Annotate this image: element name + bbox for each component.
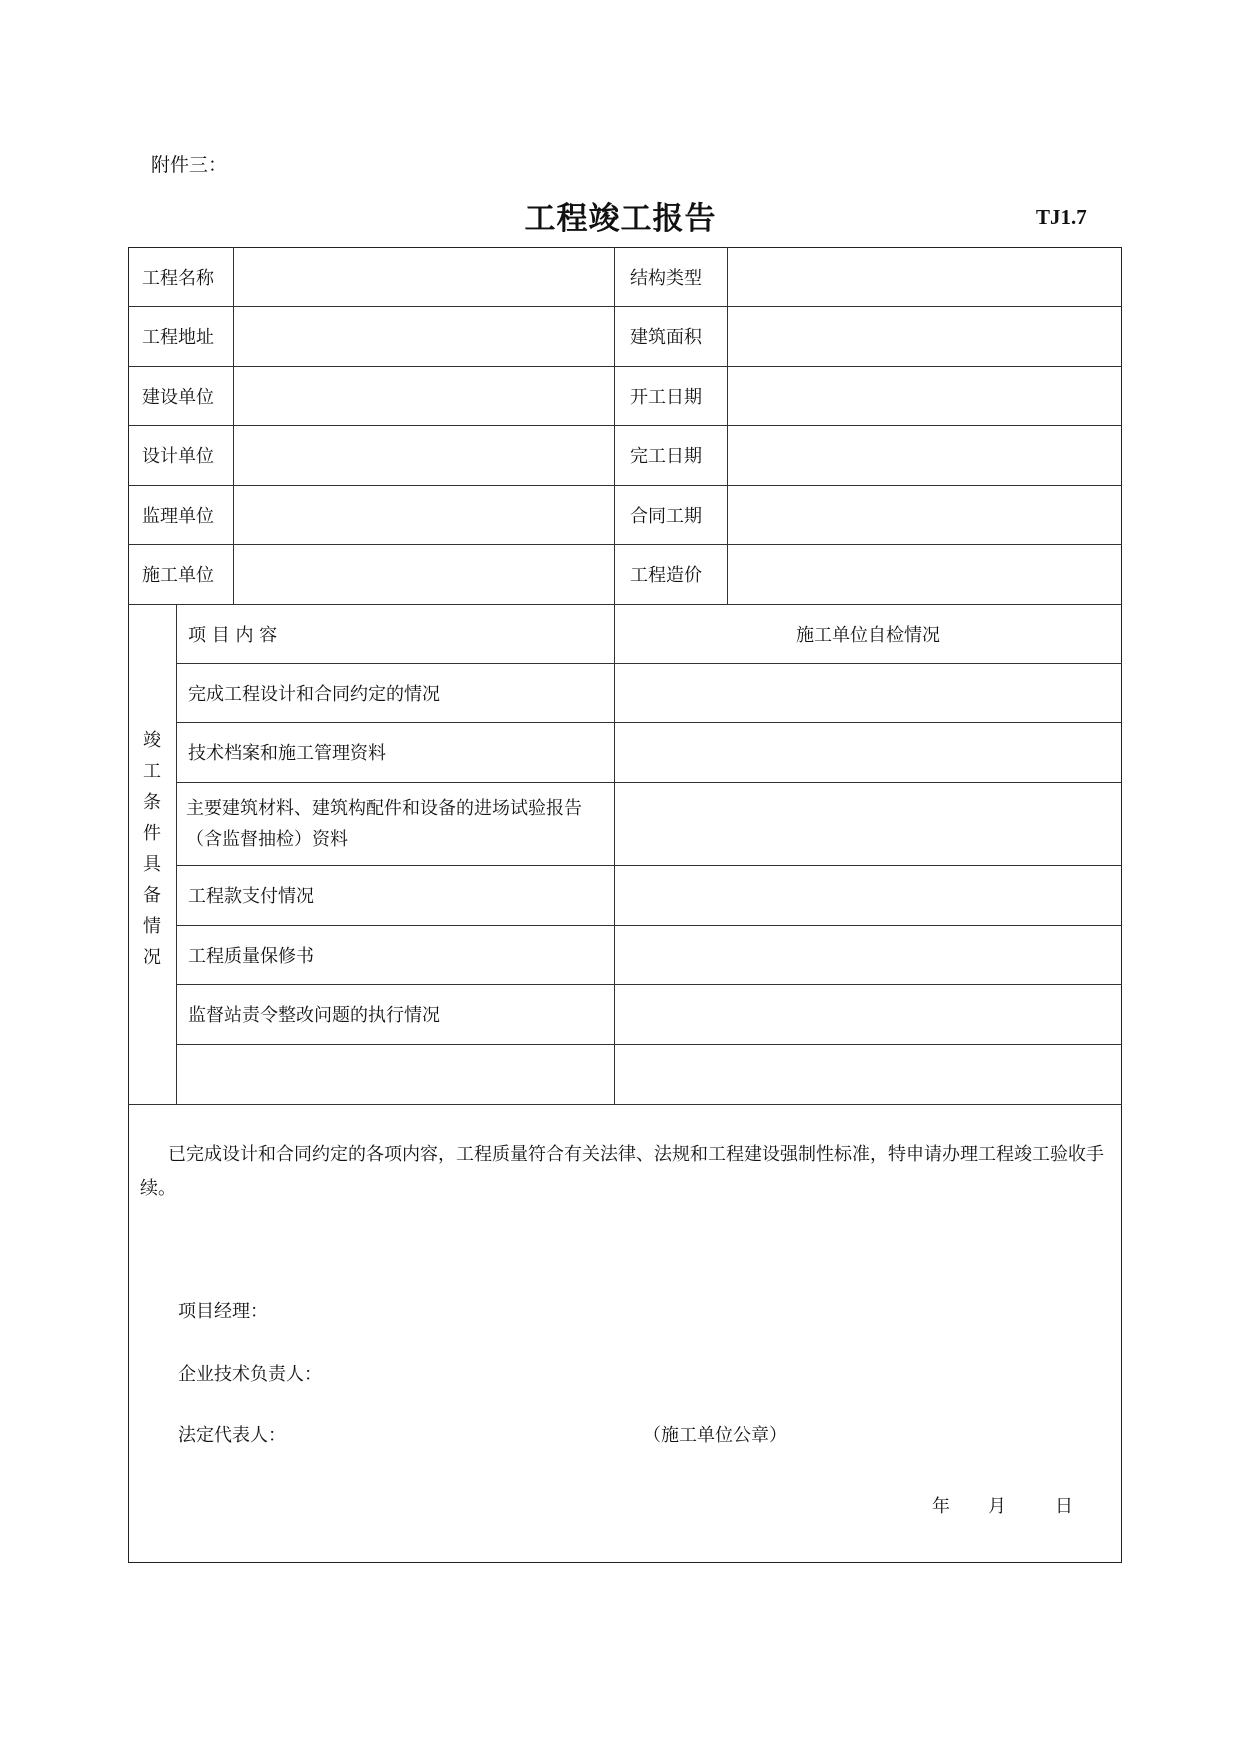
condition-item-line: （含监督抽检）资料: [186, 828, 348, 850]
label-building-area: 建筑面积: [630, 327, 702, 348]
label-contract-period: 合同工期: [630, 505, 702, 527]
column-header-self-check: 施工单位自检情况: [796, 624, 940, 646]
signature-project-manager: 项目经理：: [178, 1301, 268, 1322]
table-rule: [128, 366, 1122, 367]
table-rule: [128, 1104, 1122, 1105]
attachment-label: 附件三：: [151, 154, 228, 176]
label-start-date: 开工日期: [630, 386, 702, 408]
table-rule: [176, 865, 1122, 866]
label-construction-unit: 施工单位: [142, 565, 214, 586]
date-year: 年: [932, 1496, 950, 1517]
condition-item: [186, 782, 582, 865]
label-project-address: 工程地址: [142, 327, 214, 348]
table-rule: [727, 247, 728, 604]
section-label-completion-conditions: [128, 725, 176, 973]
label-structure-type: 结构类型: [630, 267, 702, 289]
table-rule: [128, 485, 1122, 486]
table-rule: [176, 925, 1122, 926]
section-label-char: 件: [143, 823, 161, 844]
label-project-cost: 工程造价: [630, 565, 702, 586]
signature-legal-representative: 法定代表人：: [178, 1425, 286, 1446]
table-rule: [176, 1044, 1122, 1045]
section-label-char: 情: [143, 916, 161, 937]
condition-item-line: 主要建筑材料、建筑构配件和设备的进场试验报告: [186, 797, 582, 819]
page-title: 工程竣工报告: [524, 201, 717, 237]
table-rule: [176, 604, 177, 1104]
condition-item: 工程质量保修书: [188, 945, 314, 967]
condition-item: 完成工程设计和合同约定的情况: [188, 683, 440, 705]
label-design-unit: 设计单位: [142, 446, 214, 467]
table-rule: [128, 544, 1122, 545]
column-header-item: 项 目 内 容: [188, 624, 278, 646]
company-seal-note: （施工单位公章）: [643, 1425, 787, 1446]
table-rule: [128, 306, 1122, 307]
signature-technical-lead: 企业技术负责人：: [178, 1364, 322, 1385]
application-statement: 已完成设计和合同约定的各项内容，工程质量符合有关法律、法规和工程建设强制性标准，特申请办理工程竣工验收手续。: [140, 1144, 1104, 1199]
section-label-char: 竣: [143, 730, 161, 751]
condition-item: 技术档案和施工管理资料: [188, 743, 386, 764]
label-supervision-unit: 监理单位: [142, 505, 214, 527]
table-rule: [614, 604, 615, 1104]
form-code: TJ1.7: [1036, 205, 1087, 229]
section-label-char: 备: [143, 885, 161, 906]
date-month: 月: [988, 1496, 1006, 1517]
label-finish-date: 完工日期: [630, 446, 702, 467]
label-project-name: 工程名称: [142, 267, 214, 289]
label-owner-unit: 建设单位: [142, 386, 214, 408]
table-rule: [614, 247, 615, 604]
date-day: 日: [1055, 1496, 1073, 1517]
table-rule: [233, 247, 234, 604]
section-label-char: 具: [143, 854, 161, 875]
table-rule: [128, 425, 1122, 426]
condition-item: 工程款支付情况: [188, 886, 314, 907]
section-label-char: 况: [143, 947, 161, 968]
section-label-char: 条: [143, 792, 161, 813]
condition-item: 监督站责令整改问题的执行情况: [188, 1005, 440, 1026]
section-label-char: 工: [143, 761, 161, 782]
